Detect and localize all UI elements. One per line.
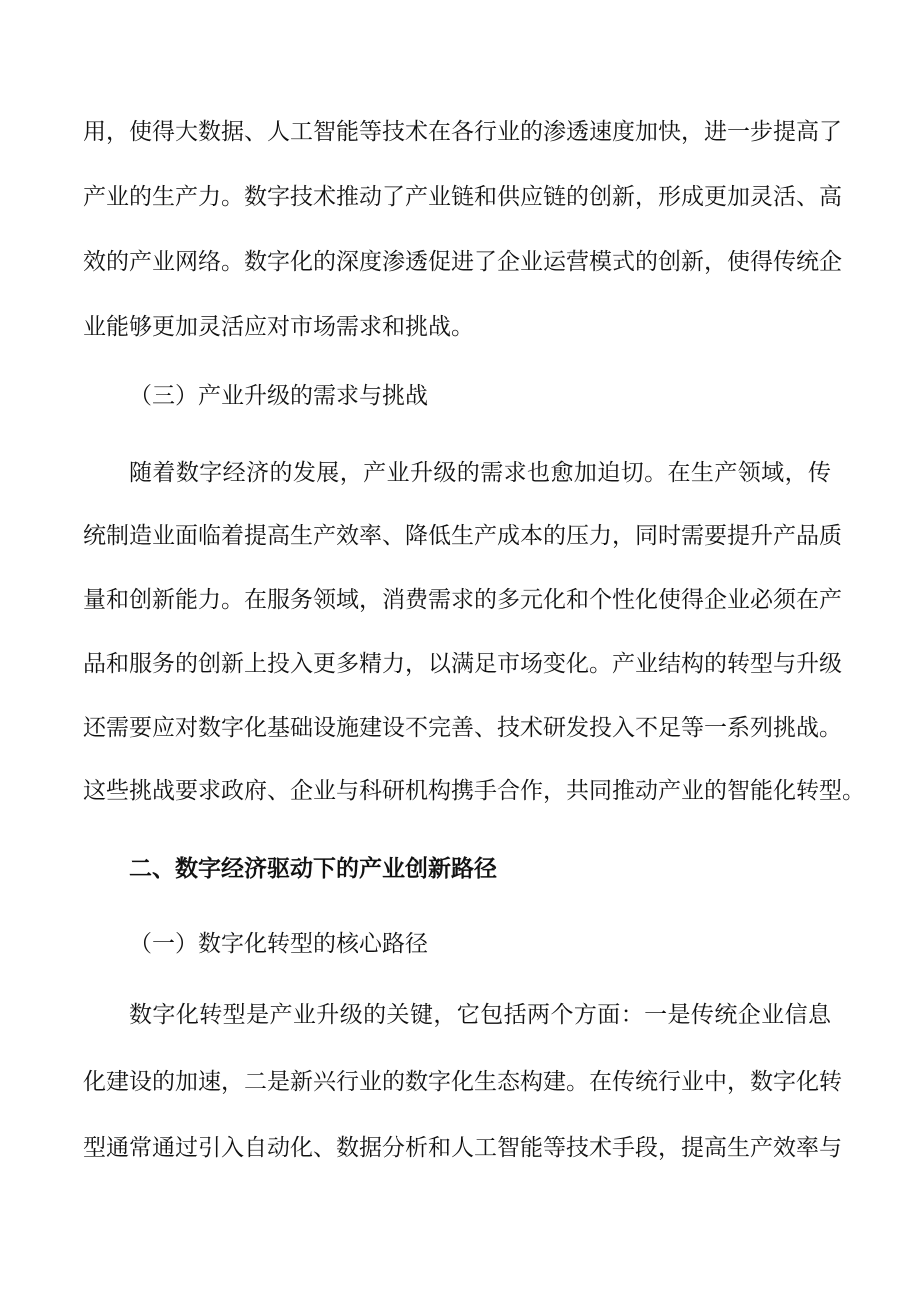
sub-heading-core-paths: （一）数字化转型的核心路径 <box>129 931 428 957</box>
paragraph-line: 产业的生产力。数字技术推动了产业链和供应链的创新，形成更加灵活、高 <box>83 184 842 210</box>
paragraph-line: 业能够更加灵活应对市场需求和挑战。 <box>83 314 474 340</box>
paragraph-line: 品和服务的创新上投入更多精力，以满足市场变化。产业结构的转型与升级 <box>83 651 842 677</box>
paragraph-line: 量和创新能力。在服务领域，消费需求的多元化和个性化使得企业必须在产 <box>83 587 842 613</box>
paragraph-line: 这些挑战要求政府、企业与科研机构携手合作，共同推动产业的智能化转型。 <box>83 778 865 804</box>
sub-heading-upgrade-demands: （三）产业升级的需求与挑战 <box>129 383 428 409</box>
paragraph-line: 化建设的加速，二是新兴行业的数字化生态构建。在传统行业中，数字化转 <box>83 1069 842 1095</box>
paragraph-line: 随着数字经济的发展，产业升级的需求也愈加迫切。在生产领域，传 <box>129 460 831 486</box>
paragraph-line: 数字化转型是产业升级的关键，它包括两个方面：一是传统企业信息 <box>129 1002 831 1028</box>
paragraph-line: 还需要应对数字化基础设施建设不完善、技术研发投入不足等一系列挑战。 <box>83 715 842 741</box>
paragraph-line: 效的产业网络。数字化的深度渗透促进了企业运营模式的创新，使得传统企 <box>83 249 842 275</box>
paragraph-line: 用，使得大数据、人工智能等技术在各行业的渗透速度加快，进一步提高了 <box>83 119 842 145</box>
paragraph-line: 型通常通过引入自动化、数据分析和人工智能等技术手段，提高生产效率与 <box>83 1135 842 1161</box>
paragraph-line: 统制造业面临着提高生产效率、降低生产成本的压力，同时需要提升产品质 <box>83 523 842 549</box>
section-heading-innovation-paths: 二、数字经济驱动下的产业创新路径 <box>129 855 497 882</box>
